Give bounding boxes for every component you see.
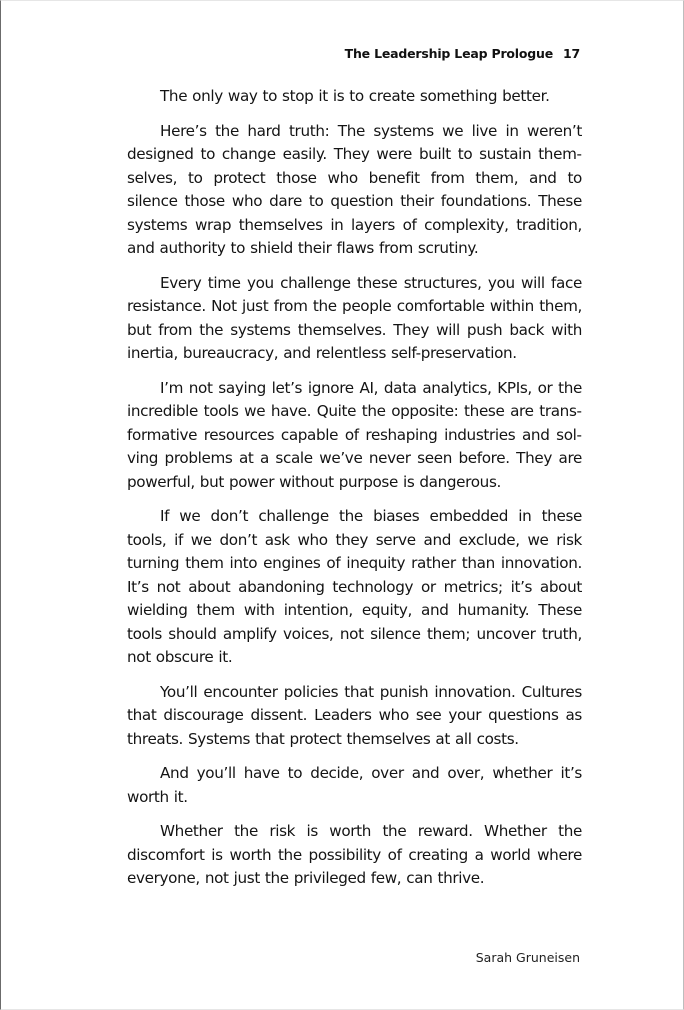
body-text xyxy=(127,85,582,902)
running-title: The Leadership Leap Prologue xyxy=(344,46,553,61)
paragraph: Here’s the hard truth: The systems we live in weren’t designed to change easily. They were built to sustain themselves, to protect those who benefit from them, and to silence those who dare to question their foundations. These systems wrap themselves in layers of complexity, tradition, and authority to shield their flaws from scrutiny. xyxy=(127,121,582,257)
paragraph: And you’ll have to decide, over and over, whether it’s worth it. xyxy=(127,764,582,806)
paragraph: Whether the risk is worth the reward. Whether the discomfort is worth the possibility of creating a world where everyone, not just the privileged few, can thrive. xyxy=(127,822,582,887)
paragraph: I’m not saying let’s ignore AI, data analytics, KPIs, or the incredible tools we have. Quite the opposite: these are transformative resources capable of reshaping industries and solving problems at a scale we’ve never seen before. They are powerful, but power without purpose is dangerous. xyxy=(127,378,582,491)
paragraph: Every time you challenge these structures, you will face resistance. Not just from the people comfortable within them, but from the systems themselves. They will push back with inertia, bureaucracy, and relentless self-preservation. xyxy=(127,273,582,362)
paragraph: The only way to stop it is to create something better. xyxy=(160,87,550,105)
paragraph: You’ll encounter policies that punish innovation. Cultures that discourage dissent. Leaders who see your questions as threats. Systems that protect themselves at all costs. xyxy=(127,682,582,748)
running-header xyxy=(345,46,580,61)
page-number: 17 xyxy=(563,46,580,61)
footer-author: Sarah Gruneisen xyxy=(475,950,580,965)
paragraph: If we don’t challenge the biases embedded in these tools, if we don’t ask who they serve and exclude, we risk turning them into engines of inequity rather than innovation. It’s not about abandoning technology or metrics; it’s about wielding them with intention, equity, and humanity. These tools should amplify voices, not silence them; uncover truth, not obscure it. xyxy=(127,507,582,666)
